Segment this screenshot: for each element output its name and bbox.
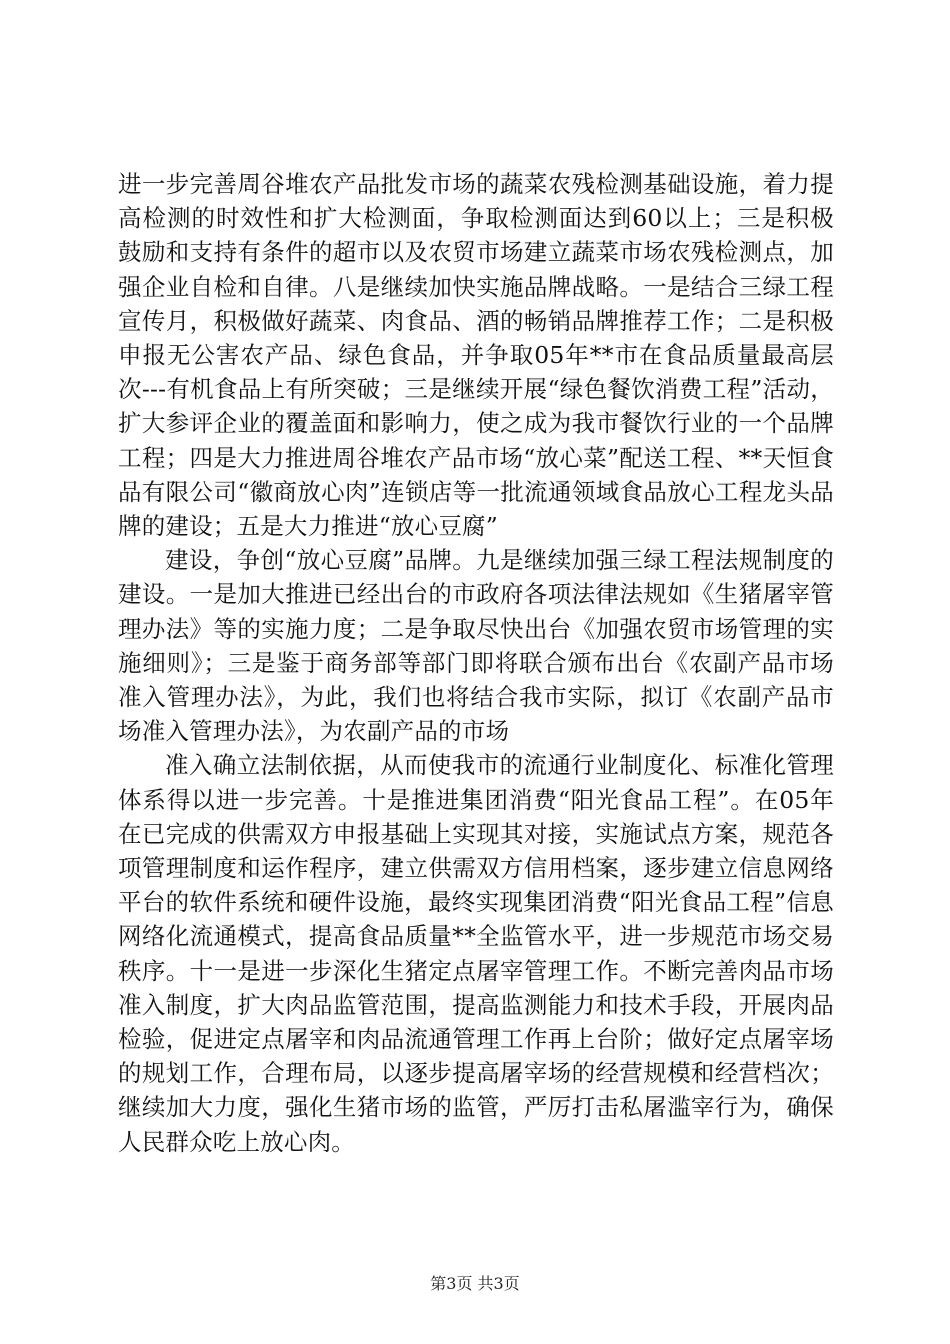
page-number-footer: 第3页 共3页 [430,1274,520,1293]
paragraph-1: 进一步完善周谷堆农产品批发市场的蔬菜农残检测基础设施，着力提高检测的时效性和扩大检测面，争取检测面达到60以上；三是积极鼓励和支持有条件的超市以及农贸市场建立蔬菜市场农残检测点，加强企业自检和自律。八是继续加快实施品牌战略。一是结合三绿工程宣传月，积极做好蔬菜、肉食品、酒的畅销品牌推荐工作；二是积极申报无公害农产品、绿色食品，并争取05年**市在食品质量最高层次---有机食品上有所突破；三是继续开展“绿色餐饮消费工程”活动，扩大参评企业的覆盖面和影响力，使之成为我市餐饮行业的一个品牌工程；四是大力推进周谷堆农产品市场“放心菜”配送工程、**天恒食品有限公司“徽商放心肉”连锁店等一批流通领域食品放心工程龙头品牌的建设；五是大力推进“放心豆腐” [118,170,834,541]
paragraph-2: 建设，争创“放心豆腐”品牌。九是继续加强三绿工程法规制度的建设。一是加大推进已经出台的市政府各项法律法规如《生猪屠宰管理办法》等的实施力度；二是争取尽快出台《加强农贸市场管理的实施细则》；三是鉴于商务部等部门即将联合颁布出台《农副产品市场准入管理办法》，为此，我们也将结合我市实际，拟订《农副产品市场准入管理办法》，为农副产品的市场 [118,546,834,746]
document-body [118,167,834,1159]
paragraph-3: 准入确立法制依据，从而使我市的流通行业制度化、标准化管理体系得以进一步完善。十是推进集团消费“阳光食品工程”。在05年在已完成的供需双方申报基础上实现其对接，实施试点方案，规范各项管理制度和运作程序，建立供需双方信用档案，逐步建立信息网络平台的软件系统和硬件设施，最终实现集团消费“阳光食品工程”信息网络化流通模式，提高食品质量**全监管水平，进一步规范市场交易秩序。十一是进一步深化生猪定点屠宰管理工作。不断完善肉品市场准入制度，扩大肉品监管范围，提高监测能力和技术手段，开展肉品检验，促进定点屠宰和肉品流通管理工作再上台阶；做好定点屠宰场的规划工作，合理布局，以逐步提高屠宰场的经营规模和经营档次；继续加大力度，强化生猪市场的监管，严厉打击私屠滥宰行为，确保人民群众吃上放心肉。 [118,751,834,1156]
